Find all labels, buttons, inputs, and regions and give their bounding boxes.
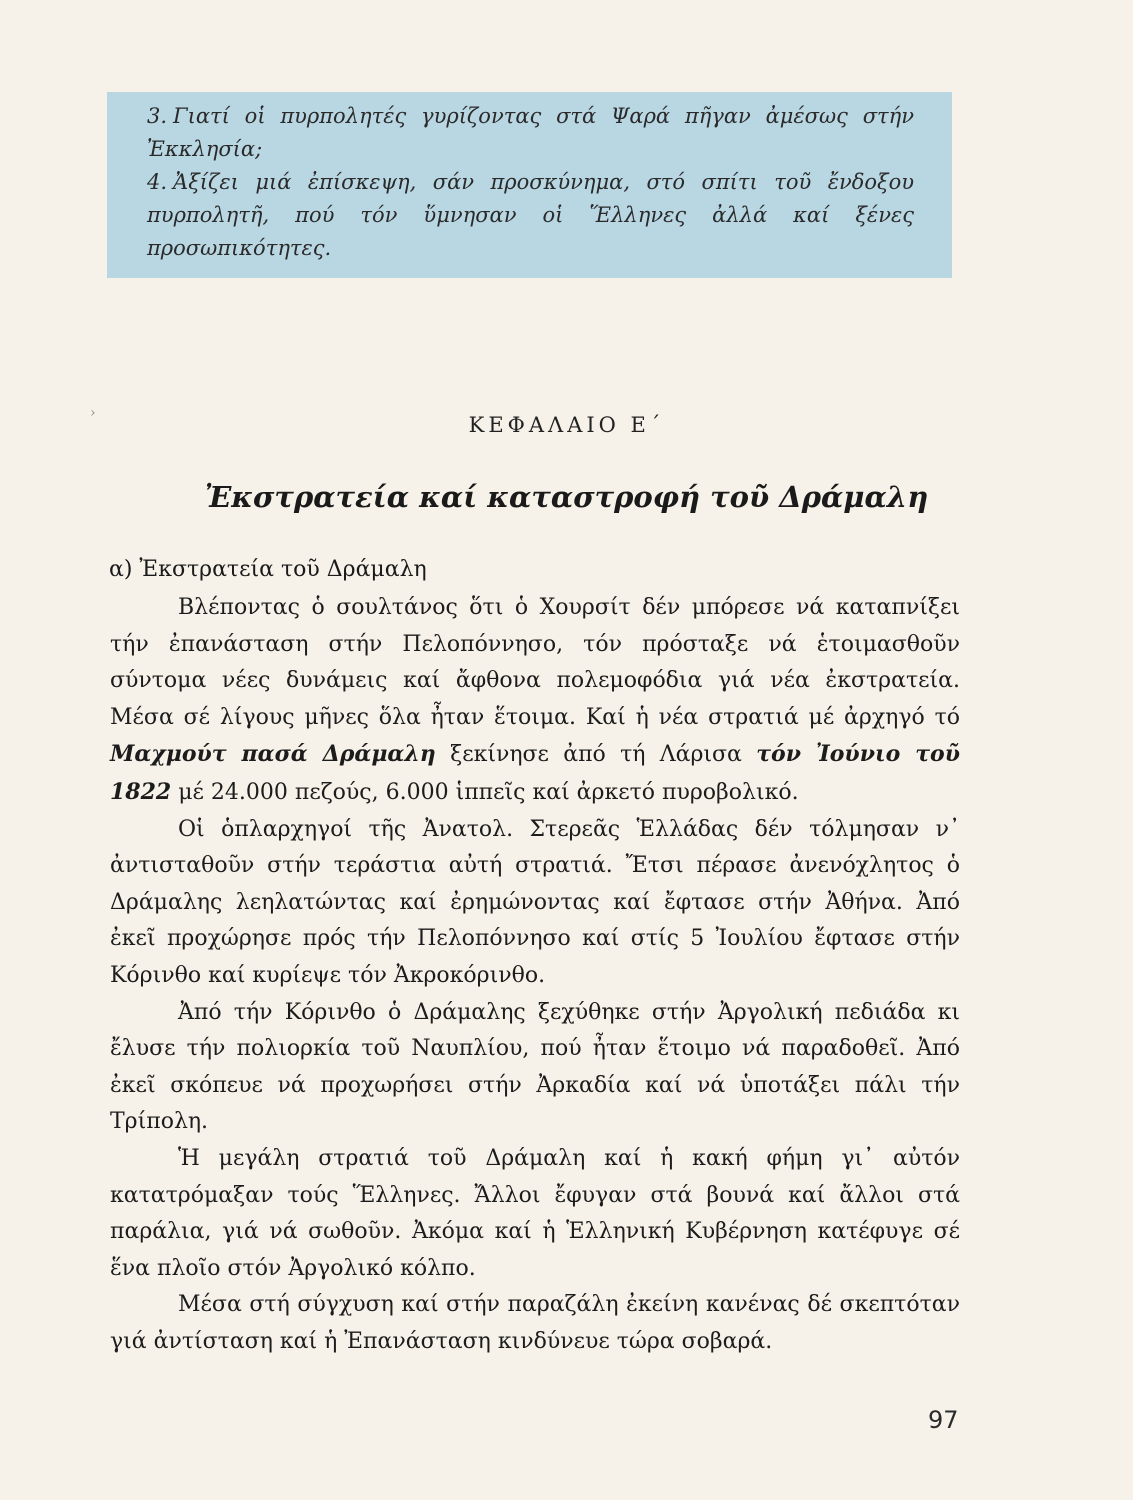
paragraph: Οἱ ὁπλαρχηγοί τῆς Ἀνατολ. Στερεᾶς Ἑλλάδας δέν τόλμησαν ν᾽ ἀντισταθοῦν στήν τεράστια αὐτή στρατιά. Ἔτσι πέρασε ἀνενόχλητος ὁ Δράμαλης λεηλατώντας καί ἐρημώνοντας καί ἔφτασε στήν Ἀθήνα. Ἀπό ἐκεῖ προχώρησε πρός τήν Πελοπόννησο καί στίς 5 Ἰουλίου ἔφτασε στήν Κόρινθο καί κυρίεψε τόν Ἀκροκόρινθο.: [110, 816, 960, 988]
margin-marker: ›: [90, 405, 96, 421]
paragraph: Μέσα στή σύγχυση καί στήν παραζάλη ἐκείνη κανένας δέ σκεπτόταν γιά ἀντίσταση καί ἡ Ἐπανάσταση κινδύνευε τώρα σοβαρά.: [110, 1292, 960, 1354]
paragraph-text: μέ 24.000 πεζούς, 6.000 ἱππεῖς καί ἀρκετό πυροβολικό.: [178, 779, 799, 805]
chapter-heading: ΚΕΦΑΛΑΙΟ Ε΄: [468, 413, 665, 437]
section-heading: α) Ἐκστρατεία τοῦ Δράμαλη: [109, 557, 427, 582]
review-questions-box: [107, 92, 952, 278]
page-number: 97: [928, 1406, 959, 1434]
question-text: Ἀξίζει μιά ἐπίσκεψη, σάν προσκύνημα, στό σπίτι τοῦ ἔνδοξου πυρπολητῆ, πού τόν ὕμνησαν οἱ Ἕλληνες ἀλλά καί ξένες προσωπικότητες.: [147, 170, 914, 260]
paragraph: Ἡ μεγάλη στρατιά τοῦ Δράμαλη καί ἡ κακή φήμη γι᾽ αὐτόν κατατρόμαξαν τούς Ἕλληνες. Ἄλλοι ἔφυγαν στά βουνά καί ἄλλοι στά παράλια, γιά νά σωθοῦν. Ἀκόμα καί ἡ Ἑλληνική Κυβέρνηση κατέφυγε σέ ἕνα πλοῖο στόν Ἀργολικό κόλπο.: [110, 1145, 960, 1281]
question-number: 4.: [147, 170, 168, 194]
question-item: [147, 166, 914, 265]
paragraph: Ἀπό τήν Κόρινθο ὁ Δράμαλης ξεχύθηκε στήν Ἀργολική πεδιάδα κι ἔλυσε τήν πολιορκία τοῦ Ναυπλίου, πού ἦταν ἕτοιμο νά παραδοθεῖ. Ἀπό ἐκεῖ σκόπευε νά προχωρήσει στήν Ἀρκαδία καί νά ὑποτάξει πάλι τήν Τρίπολη.: [110, 999, 960, 1135]
emphasis-name: Μαχμούτ πασά Δράμαλη: [110, 741, 436, 768]
paragraph-text: ξεκίνησε ἀπό τή Λάρισα: [450, 742, 742, 768]
paragraph-text: Βλέποντας ὁ σουλτάνος ὅτι ὁ Χουρσίτ δέν μπόρεσε νά καταπνίξει τήν ἐπανάσταση στήν Πελοπόννησο, τόν πρόσταξε νά ἑτοιμασθοῦν σύντομα νέες δυνάμεις καί ἄφθονα πολεμοφόδια γιά νέα ἐκστρατεία. Μέσα σέ λίγους μῆνες ὅλα ἦταν ἕτοιμα. Καί ἡ νέα στρατιά μέ ἀρχηγό τό: [110, 595, 960, 730]
paragraph: [110, 590, 960, 812]
body-text: [110, 590, 960, 1360]
question-number: 3.: [147, 104, 168, 128]
emphasis-date: τόν Ἰούνιο τοῦ 1822: [110, 741, 960, 805]
question-text: Γιατί οἱ πυρπολητές γυρίζοντας στά Ψαρά πῆγαν ἀμέσως στήν Ἐκκλησία;: [147, 104, 914, 161]
chapter-title: Ἐκστρατεία καί καταστροφή τοῦ Δράμαλη: [204, 480, 929, 514]
question-item: [147, 100, 914, 166]
